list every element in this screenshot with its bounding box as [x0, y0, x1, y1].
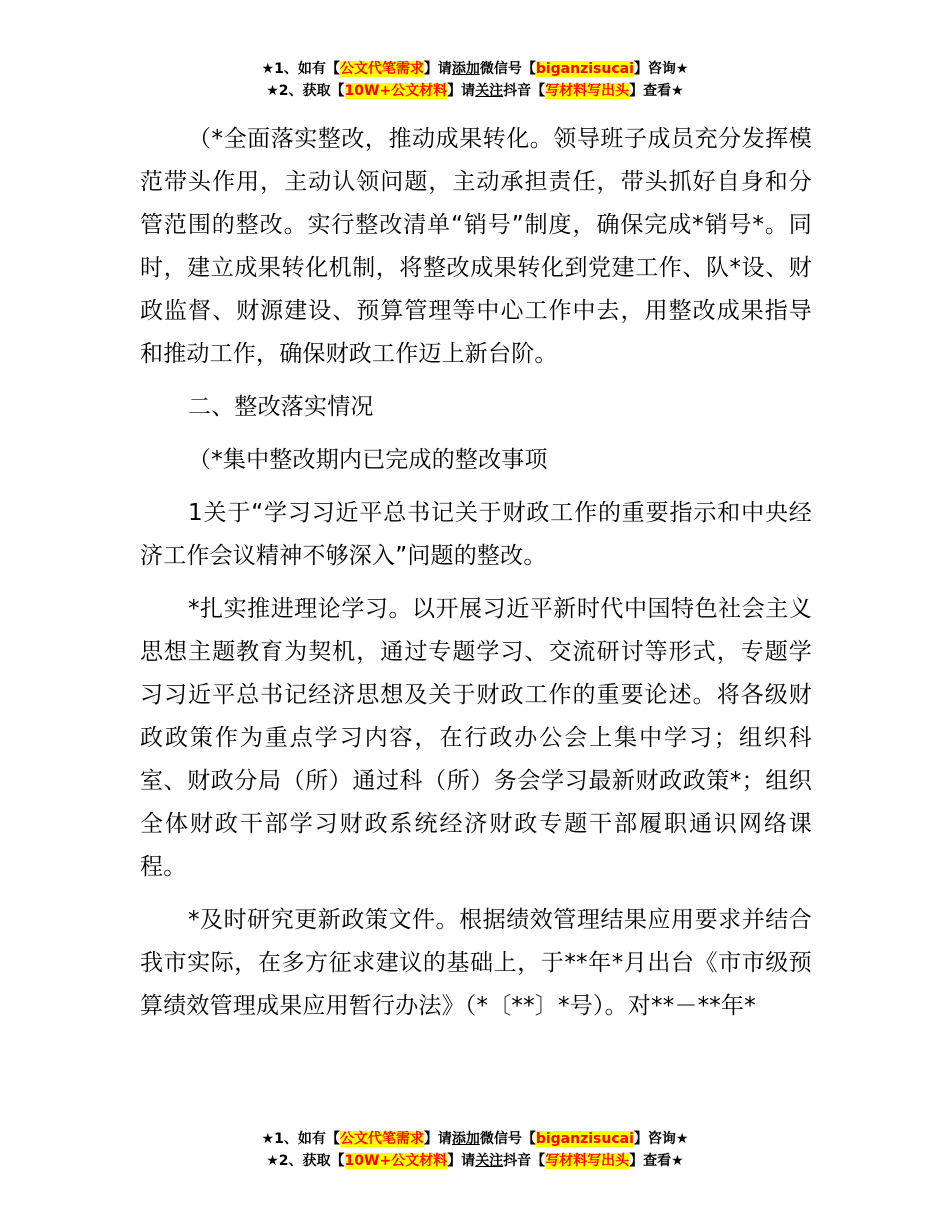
banner-highlight: 公文代笔需求 — [339, 1131, 424, 1147]
banner-emphasis: 关注 — [475, 1153, 504, 1169]
banner-highlight: biganzisucai — [535, 1131, 634, 1147]
banner-highlight: 10W+公文材料 — [344, 1153, 448, 1169]
banner-text: 】请 — [447, 83, 476, 99]
paragraph-theory-study: *扎实推进理论学习。以开展习近平新时代中国特色社会主义思想主题教育为契机，通过专题学习、交流研讨等形式，专题学习习近平总书记经济思想及关于财政工作的重要论述。将各级财政政策作为重点学习内容，在行政办公会上集中学习；组织科室、财政分局（所）通过科（所）务会学习最新财政政策*；组织全体财政干部学习财政系统经济财政专题干部履职通识网络课程。 — [140, 596, 812, 880]
banner-text: ★2、获取【 — [266, 1153, 345, 1169]
banner-text: 】查看★ — [629, 1153, 684, 1169]
banner-text: 微信号【 — [479, 61, 536, 77]
banner-line-2 — [0, 80, 950, 102]
banner-highlight: biganzisucai — [535, 61, 634, 77]
banner-text: 】请 — [423, 61, 452, 77]
banner-highlight: 写材料写出头 — [545, 83, 630, 99]
document-body — [140, 118, 812, 1028]
banner-highlight: 10W+公文材料 — [344, 83, 448, 99]
banner-text: 抖音【 — [503, 83, 546, 99]
banner-text: 】查看★ — [629, 83, 684, 99]
banner-emphasis: 关注 — [475, 83, 504, 99]
banner-text: ★2、获取【 — [266, 83, 345, 99]
header-banner — [0, 58, 950, 102]
banner-text: 微信号【 — [479, 1131, 536, 1147]
section-heading: 二、整改落实情况 — [188, 394, 374, 420]
paragraph-rectification: （*全面落实整改，推动成果转化。领导班子成员充分发挥模范带头作用，主动认领问题，主动承担责任，带头抓好自身和分管范围的整改。实行整改清单“销号”制度，确保完成*销号*。同时，建立成果转化机制，将整改成果转化到党建工作、队*设、财政监督、财源建设、预算管理等中心工作中去，用整改成果指导和推动工作，确保财政工作迈上新台阶。 — [140, 126, 812, 367]
banner-line-1 — [0, 58, 950, 80]
banner-text: 抖音【 — [503, 1153, 546, 1169]
banner-line-2 — [0, 1150, 950, 1172]
footer-banner — [0, 1128, 950, 1172]
banner-text: 】咨询★ — [633, 1131, 689, 1147]
banner-highlight: 写材料写出头 — [545, 1153, 630, 1169]
banner-highlight: 公文代笔需求 — [339, 61, 424, 77]
paragraph-policy-update: *及时研究更新政策文件。根据绩效管理结果应用要求并结合我市实际，在多方征求建议的基础上，于**年*月出台《市市级预算绩效管理成果应用暂行办法》（*〔**〕*号）。对**－**年* — [140, 907, 812, 1019]
subsection-heading: （*集中整改期内已完成的整改事项 — [188, 447, 548, 473]
banner-text: 】咨询★ — [633, 61, 689, 77]
banner-text: ★1、如有【 — [261, 1131, 340, 1147]
banner-emphasis: 添加 — [451, 61, 480, 77]
banner-line-1 — [0, 1128, 950, 1150]
banner-text: 】请 — [447, 1153, 476, 1169]
banner-text: 】请 — [423, 1131, 452, 1147]
banner-text: ★1、如有【 — [261, 61, 340, 77]
item-heading: 1关于“学习习近平总书记关于财政工作的重要指示和中央经济工作会议精神不够深入”问题的整改。 — [140, 500, 812, 569]
banner-emphasis: 添加 — [451, 1131, 480, 1147]
